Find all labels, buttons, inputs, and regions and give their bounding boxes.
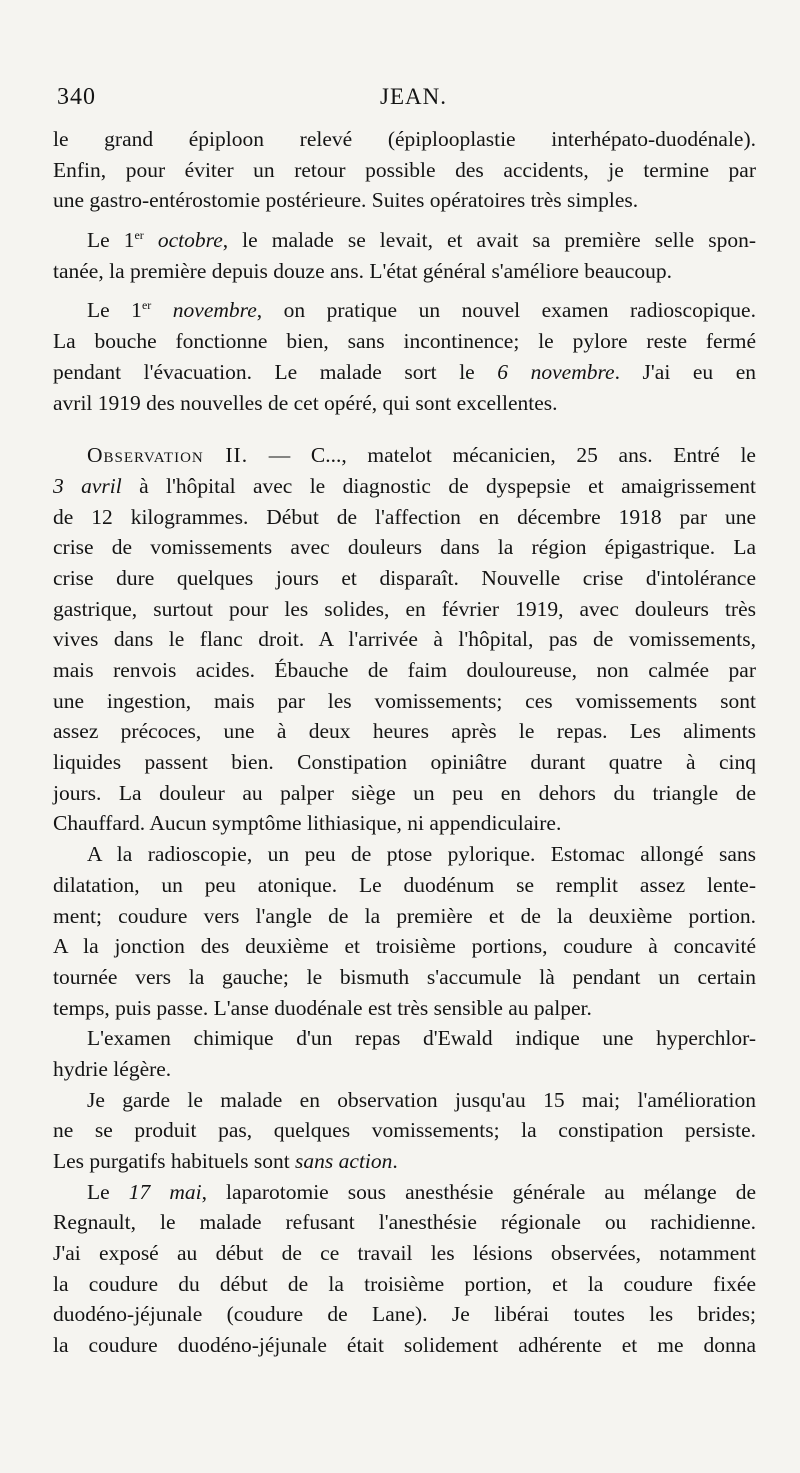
paragraph-novembre: [53, 295, 756, 418]
text-line: une gastro-entérostomie postérieure. Suites opératoires très simples.: [53, 188, 639, 213]
text-line: le grand épiploon relevé (épiplooplastie interhépato-duodénale).: [53, 127, 756, 151]
text-line: dilatation, un peu atonique. Le duodénum se remplit assez lente-: [53, 872, 756, 897]
text-line: A la radioscopie, un peu de ptose pylorique. Estomac allongé sans: [87, 842, 756, 867]
text-line: avril 1919 des nouvelles de cet opéré, qui sont excellentes.: [53, 390, 558, 415]
text-line: Le 1er octobre, le malade se levait, et avait sa première selle spon-: [87, 228, 756, 253]
text-line: Le 17 mai, laparotomie sous anesthésie générale au mélange de: [87, 1179, 756, 1204]
text-line: liquides passent bien. Constipation opiniâtre durant quatre à cinq: [53, 750, 756, 775]
text-line: crise de vomissements avec douleurs dans la région épigastrique. La: [53, 535, 756, 560]
page-header: [57, 84, 760, 116]
radioscopy-paragraph: [53, 839, 756, 1023]
text-line: Enfin, pour éviter un retour possible des accidents, je termine par: [53, 157, 756, 182]
operation-paragraph: [53, 1177, 756, 1361]
text-line: Je garde le malade en observation jusqu'au 15 mai; l'amélioration: [87, 1087, 756, 1112]
text-line: tournée vers la gauche; le bismuth s'accumule là pendant un certain: [53, 964, 756, 989]
text-line: crise dure quelques jours et disparaît. Nouvelle crise d'intolérance: [53, 565, 756, 590]
text-line: 3 avril à l'hôpital avec le diagnostic de dyspepsie et amaigrissement: [53, 473, 756, 498]
text-line: mais renvois acides. Ébauche de faim douloureuse, non calmée par: [53, 658, 756, 682]
text-line: la coudure du début de la troisième portion, et la coudure fixée: [53, 1271, 756, 1296]
text-line: Regnault, le malade refusant l'anesthésie régionale ou rachidienne.: [53, 1210, 756, 1235]
page-number: 340: [57, 84, 96, 110]
text-line: Le 1er novembre, on pratique un nouvel examen radioscopique.: [87, 298, 756, 323]
text-line: Chauffard. Aucun symptôme lithiasique, ni appendiculaire.: [53, 811, 562, 836]
text-line: gastrique, surtout pour les solides, en février 1919, avec douleurs très: [53, 596, 756, 621]
text-line: La bouche fonctionne bien, sans incontinence; le pylore reste fermé: [53, 329, 756, 354]
text-line: de 12 kilogrammes. Début de l'affection en décembre 1918 par une: [53, 504, 756, 529]
text-line: Les purgatifs habituels sont sans action.: [53, 1149, 398, 1173]
text-line: la coudure duodéno-jéjunale était solidement adhérente et me donna: [53, 1333, 756, 1358]
text-line: ment; coudure vers l'angle de la première et de la deuxième portion.: [53, 903, 756, 928]
text-line: A la jonction des deuxième et troisième portions, coudure à concavité: [53, 934, 756, 959]
text-line: tanée, la première depuis douze ans. L'état général s'améliore beaucoup.: [53, 258, 673, 283]
observation-paragraph: [53, 440, 756, 839]
text-line: Observation II. — C..., matelot mécanicien, 25 ans. Entré le: [87, 443, 756, 468]
text-line: vives dans le flanc droit. A l'arrivée à l'hôpital, pas de vomissements,: [53, 627, 756, 652]
text-line: une ingestion, mais par les vomissements; ces vomissements sont: [53, 688, 756, 713]
text-line: duodéno-jéjunale (coudure de Lane). Je libérai toutes les brides;: [53, 1302, 756, 1327]
running-head: JEAN.: [380, 84, 447, 109]
text-line: J'ai exposé au début de ce travail les lésions observées, notamment: [53, 1241, 756, 1266]
observation-period-paragraph: [53, 1085, 756, 1177]
text-line: ne se produit pas, quelques vomissements; la constipation persiste.: [53, 1118, 756, 1143]
text-line: assez précoces, une à deux heures après le repas. Les aliments: [53, 719, 756, 744]
text-line: jours. La douleur au palper siège un peu en dehors du triangle de: [53, 780, 756, 805]
text-line: hydrie légère.: [53, 1056, 172, 1081]
text-line: pendant l'évacuation. Le malade sort le 6 novembre. J'ai eu en: [53, 359, 756, 384]
text-line: temps, puis passe. L'anse duodénale est très sensible au palper.: [53, 995, 592, 1020]
chemical-exam-paragraph: [53, 1023, 756, 1084]
text-line: L'examen chimique d'un repas d'Ewald indique une hyperchlor-: [87, 1026, 756, 1051]
paragraph-octobre: [53, 225, 756, 286]
body-text: [53, 124, 756, 1361]
observation-label: Observation II.: [87, 443, 249, 468]
paragraph-continuation: [53, 124, 756, 216]
